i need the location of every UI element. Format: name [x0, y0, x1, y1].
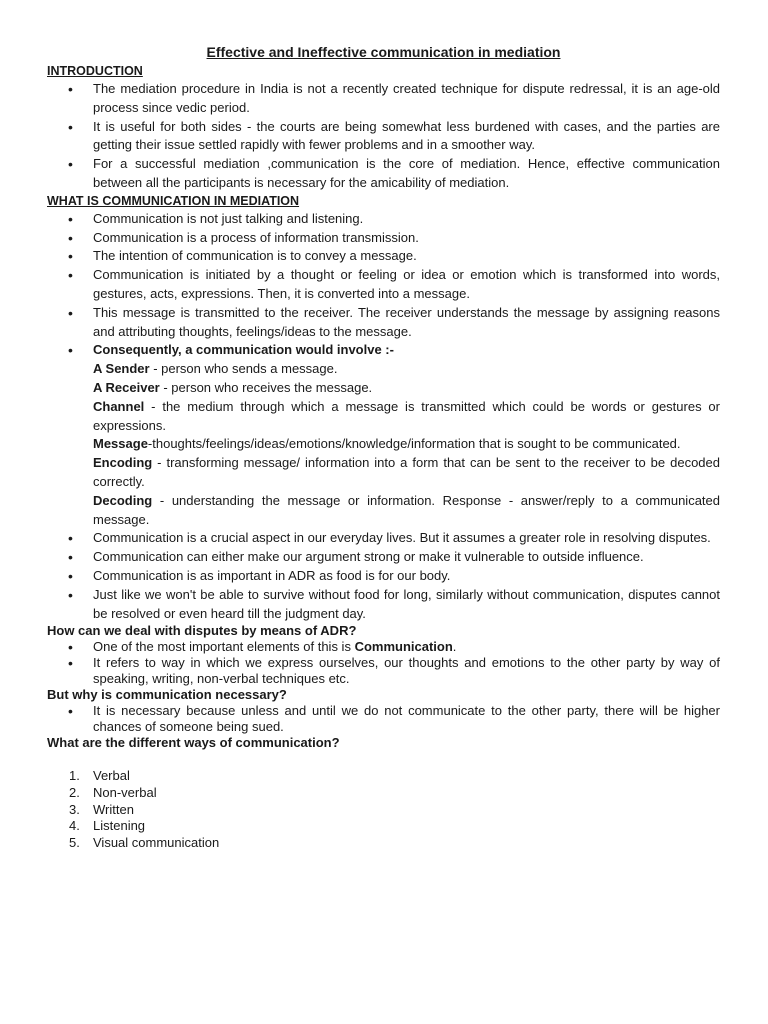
item-text: Non-verbal — [93, 784, 157, 800]
list-item: • Communication is as important in ADR as food is for our body. — [47, 567, 720, 586]
component-receiver — [47, 379, 720, 398]
component-sender — [47, 360, 720, 379]
component-desc: -thoughts/feelings/ideas/emotions/knowledge/information that is sought to be communicated. — [147, 436, 681, 452]
list-item: • Communication can either make our argument strong or make it vulnerable to outside influence. — [47, 548, 720, 567]
involve-label: Consequently, a communication would involve :- — [93, 342, 394, 358]
list-item: • This message is transmitted to the receiver. The receiver understands the message by assigning reasons and attributing thoughts, feelings/ideas to the message. — [47, 304, 720, 342]
component-desc: - person who receives the message. — [159, 379, 373, 395]
item-number: 1. — [69, 768, 80, 784]
why-list — [47, 703, 720, 735]
component-term: Encoding — [93, 455, 153, 471]
component-decoding — [47, 492, 720, 530]
component-encoding — [47, 454, 720, 492]
item-number: 2. — [69, 784, 80, 800]
list-item: • Communication is a process of information transmission. — [47, 229, 720, 248]
component-desc: - the medium through which a message is transmitted which could be words or gestures or expressions. — [93, 398, 720, 433]
intro-heading: INTRODUCTION — [47, 64, 143, 78]
component-desc: - transforming message/ information into a form that can be sent to the receiver to be decoded correctly. — [93, 455, 720, 489]
ways-list — [47, 768, 720, 851]
item-number: 3. — [69, 801, 80, 817]
list-item: • For a successful mediation ,communication is the core of mediation. Hence, effective communication between all the participants is necessary for the amicability of mediation. — [47, 155, 720, 193]
component-message — [47, 435, 720, 454]
item-text: Verbal — [93, 768, 130, 784]
adr-item-pre: One of the most important elements of this is — [93, 639, 355, 655]
adr-item-bold: Communication — [354, 639, 453, 655]
list-item: • The mediation procedure in India is not a recently created technique for dispute redressal, it is an age-old process since vedic period. — [47, 80, 720, 118]
component-term: Decoding — [93, 492, 153, 508]
ways-heading: What are the different ways of communication? — [47, 735, 340, 751]
numbered-item — [47, 768, 720, 785]
why-heading: But why is communication necessary? — [47, 687, 287, 703]
component-term: Message — [93, 436, 148, 452]
adr-list — [47, 639, 720, 687]
what-list-2 — [47, 529, 720, 623]
item-text: Written — [93, 801, 134, 817]
component-term: A Sender — [93, 361, 150, 377]
item-text: Visual communication — [93, 834, 220, 850]
numbered-item — [47, 818, 720, 835]
spacer — [47, 751, 720, 768]
what-heading: WHAT IS COMMUNICATION IN MEDIATION — [47, 193, 300, 208]
list-item: • It refers to way in which we express ourselves, our thoughts and emotions to the other party by way of speaking, writing, non-verbal techniques etc. — [47, 655, 720, 687]
numbered-item — [47, 835, 720, 852]
involve-item — [47, 341, 720, 360]
component-term: A Receiver — [93, 379, 160, 395]
list-item: • Just like we won't be able to survive without food for long, similarly without communication, disputes cannot be resolved or even heard till the judgment day. — [47, 586, 720, 624]
item-number: 5. — [69, 834, 80, 850]
item-text: Listening — [93, 818, 146, 834]
numbered-item — [47, 785, 720, 802]
list-item: • It is necessary because unless and until we do not communicate to the other party, there will be higher chances of someone being sued. — [47, 703, 720, 735]
list-item: • The intention of communication is to convey a message. — [47, 247, 720, 266]
list-item: • It is useful for both sides - the courts are being somewhat less burdened with cases, and the parties are getting their issue settled rapidly with fewer problems and in a smoother way. — [47, 118, 720, 156]
list-item: • Communication is not just talking and listening. — [47, 210, 720, 229]
adr-item-post: . — [452, 639, 457, 655]
what-list — [47, 210, 720, 360]
list-item — [47, 639, 720, 655]
list-item: • Communication is initiated by a thought or feeling or idea or emotion which is transformed into words, gestures, acts, expressions. Then, it is converted into a message. — [47, 266, 720, 304]
intro-list — [47, 80, 720, 193]
component-term: Channel — [93, 398, 145, 414]
component-channel — [47, 398, 720, 436]
document-title: Effective and Ineffective communication in mediation — [206, 44, 561, 60]
adr-heading: How can we deal with disputes by means of ADR? — [47, 623, 357, 639]
component-desc: - person who sends a message. — [149, 361, 338, 377]
list-item: • Communication is a crucial aspect in our everyday lives. But it assumes a greater role in resolving disputes. — [47, 529, 720, 548]
item-number: 4. — [69, 818, 80, 834]
numbered-item — [47, 802, 720, 819]
component-desc: - understanding the message or information. Response - answer/reply to a communicated message. — [93, 492, 720, 527]
